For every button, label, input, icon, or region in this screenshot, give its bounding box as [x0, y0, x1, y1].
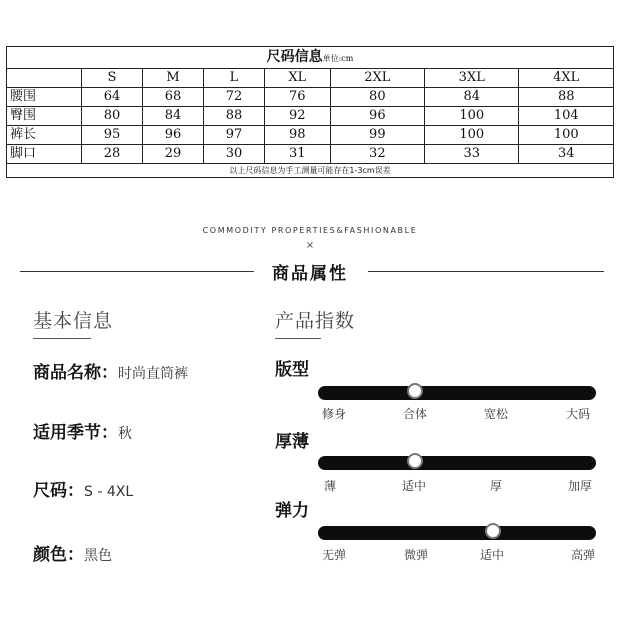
info-row-season — [33, 418, 132, 443]
basic-info-heading: 基本信息 — [33, 310, 114, 332]
info-value: S - 4XL — [84, 484, 134, 500]
table-row — [7, 126, 614, 145]
size-header-cell: XL — [264, 69, 330, 88]
size-header-blank — [7, 69, 82, 88]
info-label: 尺码： — [33, 481, 84, 501]
table-cell: 30 — [203, 145, 264, 164]
size-header-cell: M — [142, 69, 203, 88]
table-cell: 88 — [519, 88, 614, 107]
size-table-unit: 单位:cm — [322, 53, 354, 63]
product-index-underline — [275, 338, 321, 339]
table-cell: 96 — [330, 107, 424, 126]
info-value: 黑色 — [84, 548, 112, 564]
slider-tick: 适中 — [401, 479, 427, 493]
table-cell: 29 — [142, 145, 203, 164]
row-label: 臀围 — [7, 107, 82, 126]
size-header-cell: 3XL — [425, 69, 519, 88]
slider-tick: 适中 — [479, 548, 505, 562]
size-table-note: 以上尺码信息为手工测量可能存在1-3cm误差 — [7, 164, 614, 178]
table-cell: 68 — [142, 88, 203, 107]
table-cell: 31 — [264, 145, 330, 164]
table-cell: 97 — [203, 126, 264, 145]
properties-x-mark: × — [305, 240, 315, 251]
size-header-cell: L — [203, 69, 264, 88]
table-cell: 100 — [519, 126, 614, 145]
table-cell: 95 — [82, 126, 143, 145]
thickness-slider — [318, 456, 596, 470]
size-table-title: 尺码信息 — [266, 48, 323, 65]
table-cell: 98 — [264, 126, 330, 145]
slider-tick: 合体 — [402, 407, 428, 421]
table-cell: 80 — [330, 88, 424, 107]
slider-knob — [485, 523, 501, 539]
info-value: 秋 — [118, 426, 132, 442]
table-cell: 32 — [330, 145, 424, 164]
info-label: 适用季节： — [33, 423, 118, 443]
index-label-thickness: 厚薄 — [275, 432, 309, 452]
table-cell: 104 — [519, 107, 614, 126]
row-label: 脚口 — [7, 145, 82, 164]
slider-tick: 薄 — [323, 479, 337, 493]
size-header-row — [7, 69, 614, 88]
table-row — [7, 88, 614, 107]
table-cell: 99 — [330, 126, 424, 145]
slider-tick: 大码 — [565, 407, 591, 421]
table-cell: 84 — [142, 107, 203, 126]
size-table — [6, 46, 614, 178]
row-label: 腰围 — [7, 88, 82, 107]
size-header-cell: 2XL — [330, 69, 424, 88]
slider-tick: 厚 — [489, 479, 503, 493]
properties-title: 商品属性 — [272, 264, 348, 284]
table-cell: 88 — [203, 107, 264, 126]
index-label-elasticity: 弹力 — [275, 501, 309, 521]
size-table-title-cell — [7, 47, 614, 69]
table-cell: 72 — [203, 88, 264, 107]
index-label-fit: 版型 — [275, 360, 309, 380]
properties-en-title: COMMODITY PROPERTIES&FASHIONABLE — [202, 226, 418, 235]
table-row — [7, 107, 614, 126]
basic-info-underline — [33, 338, 91, 339]
slider-tick: 微弹 — [403, 548, 429, 562]
slider-tick: 无弹 — [321, 548, 347, 562]
table-cell: 100 — [425, 107, 519, 126]
size-table-note-row — [7, 164, 614, 178]
table-cell: 33 — [425, 145, 519, 164]
size-header-cell: 4XL — [519, 69, 614, 88]
info-row-name — [33, 358, 188, 383]
table-cell: 92 — [264, 107, 330, 126]
info-value: 时尚直筒裤 — [118, 366, 188, 382]
product-index-heading: 产品指数 — [275, 310, 356, 332]
section-divider-right — [368, 271, 604, 272]
table-cell: 100 — [425, 126, 519, 145]
table-row — [7, 145, 614, 164]
slider-knob — [407, 453, 423, 469]
slider-tick: 修身 — [321, 407, 347, 421]
table-cell: 96 — [142, 126, 203, 145]
table-cell: 64 — [82, 88, 143, 107]
table-cell: 84 — [425, 88, 519, 107]
info-label: 商品名称： — [33, 363, 118, 383]
table-cell: 34 — [519, 145, 614, 164]
size-table-title-row — [7, 47, 614, 69]
table-cell: 28 — [82, 145, 143, 164]
fit-slider — [318, 386, 596, 400]
info-label: 颜色： — [33, 545, 84, 565]
slider-tick: 宽松 — [483, 407, 509, 421]
slider-tick: 高弹 — [570, 548, 596, 562]
slider-tick: 加厚 — [567, 479, 593, 493]
slider-knob — [407, 383, 423, 399]
elasticity-slider — [318, 526, 596, 540]
table-cell: 80 — [82, 107, 143, 126]
table-cell: 76 — [264, 88, 330, 107]
info-row-color — [33, 540, 112, 565]
size-header-cell: S — [82, 69, 143, 88]
row-label: 裤长 — [7, 126, 82, 145]
info-row-size — [33, 476, 133, 501]
